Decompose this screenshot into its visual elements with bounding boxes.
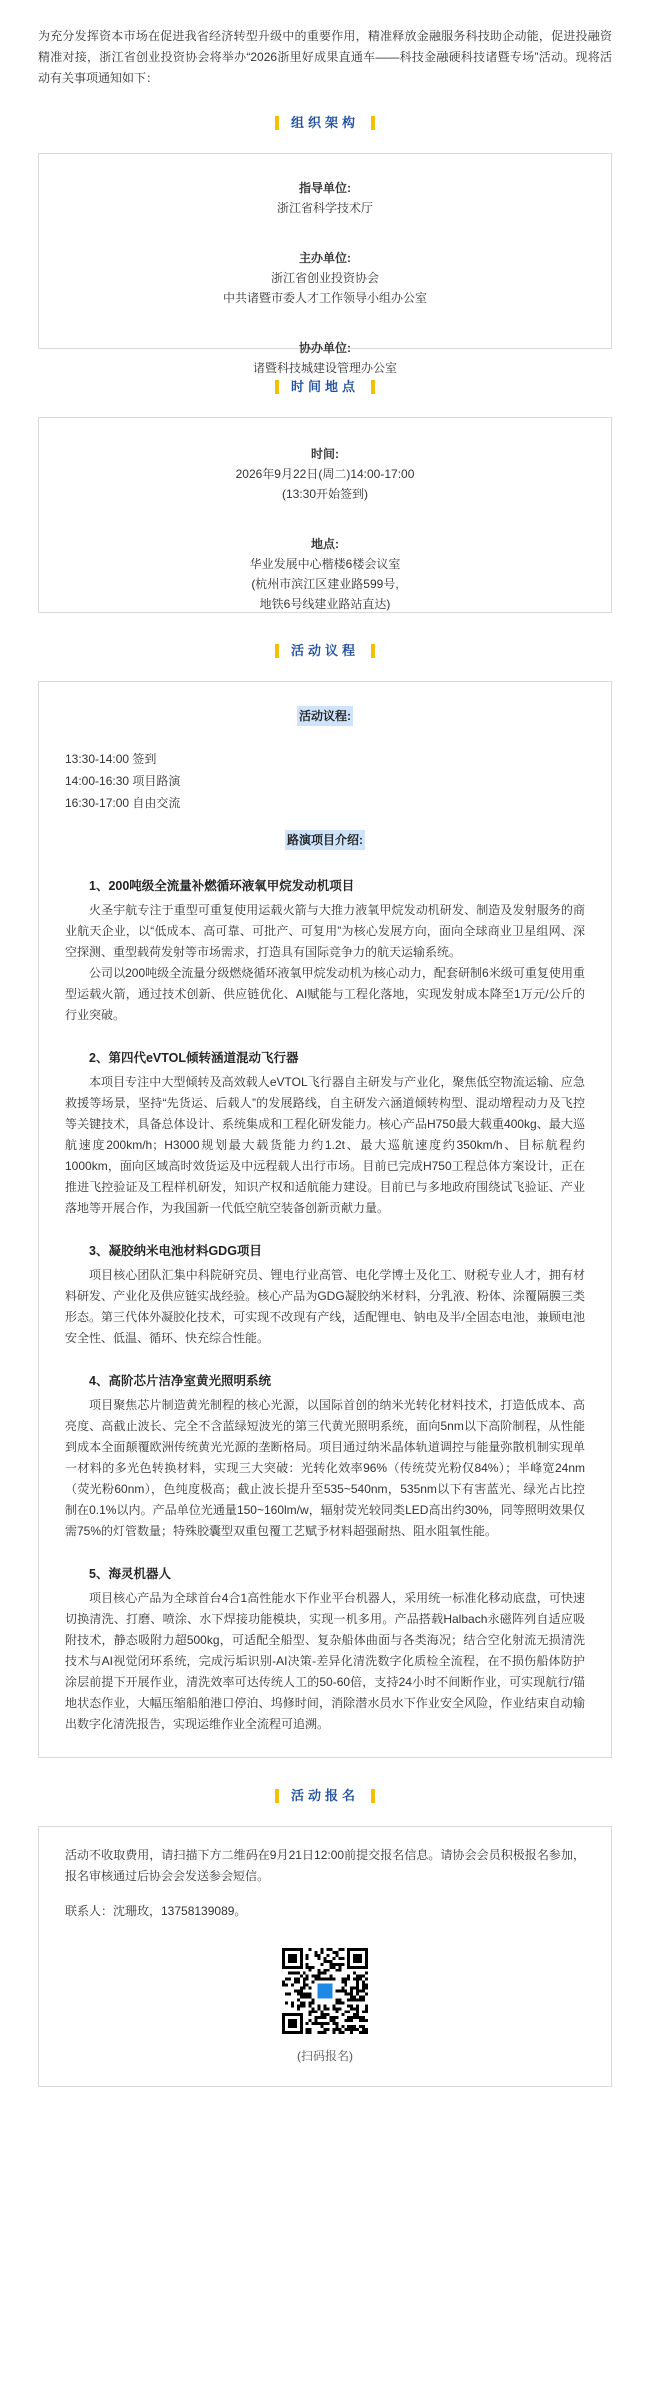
signup-title-text: 活动报名 [290, 1788, 359, 1803]
project-item [65, 1241, 585, 1349]
project-paragraph: 本项目专注中大型倾转及高效载人eVTOL飞行器自主研发与产业化，聚焦低空物流运输、应急救援等场景，坚持“先货运、后载人”的发展路线，自主研发六涵道倾转构型、混动增程动力及飞控等关键技术，具备总体设计、系统集成和工程化研发能力。核心产品H750最大载重400kg、最大巡航速度200km/h；H3000规划最大载货能力约1.2t、最大巡航速度约350km/h、目标航程约1000km，面向区域高时效货运及中远程载人出行市场。目前已完成H750工程总体方案设计，正在推进飞控验证及工程样机研发，知识产权和适航能力建设。目前已与多地政府围绕试飞验证、产业落地等开展合作，为我国新一代低空航空装备创新贡献力量。 [65, 1075, 585, 1215]
project-title: 4、高阶芯片洁净室黄光照明系统 [89, 1374, 271, 1388]
time-note: (13:30开始签到) [281, 487, 369, 501]
title-bar-left-icon [275, 644, 279, 658]
host-label: 主办单位: [299, 251, 351, 265]
title-bar-right-icon [371, 116, 375, 130]
signup-box [38, 1826, 612, 2087]
title-bar-right-icon [371, 644, 375, 658]
qr-block [65, 1948, 585, 2066]
qr-code-icon[interactable] [282, 1948, 368, 2034]
co-value: 诸暨科技城建设管理办公室 [252, 361, 397, 375]
title-bar-right-icon [371, 1789, 375, 1803]
co-label: 协办单位: [299, 341, 351, 355]
org-section-title [275, 113, 375, 133]
title-bar-right-icon [371, 380, 375, 394]
host-value-2: 中共诸暨市委人才工作领导小组办公室 [222, 291, 427, 305]
org-section-header [38, 113, 612, 137]
schedule-title: 活动议程: [297, 706, 353, 726]
schedule-item: 14:00-16:30 项目路演 [65, 774, 181, 788]
project-item [65, 1564, 585, 1735]
guide-value: 浙江省科学技术厅 [276, 201, 373, 215]
project-paragraph: 公司以200吨级全流量分级燃烧循环液氧甲烷发动机为核心动力，配套研制6米级可重复使用重型运载火箭，通过技术创新、供应链优化、AI赋能与工程化落地，实现发射成本降至1万元/公斤的行业突破。 [65, 966, 585, 1022]
projects-title: 路演项目介绍: [285, 830, 365, 850]
project-paragraph: 火圣宇航专注于重型可重复使用运载火箭与大推力液氧甲烷发动机研发、制造及发射服务的商业航天企业，以“低成本、高可靠、可批产、可复用”为核心发展方向，面向全球商业卫星组网、深空探测、重型载荷发射等市场需求，打造具有国际竞争力的航天运输系统。 [65, 903, 585, 959]
title-bar-left-icon [275, 1789, 279, 1803]
agenda-box [38, 681, 612, 1758]
signup-text: 活动不收取费用，请扫描下方二维码在9月21日12:00前提交报名信息。请协会会员积极报名参加，报名审核通过后协会会发送参会短信。 [65, 1848, 585, 1883]
time-section-title [275, 377, 375, 397]
org-title-text: 组织架构 [290, 115, 359, 130]
org-box [38, 153, 612, 375]
signup-section-title [275, 1786, 375, 1806]
agenda-section-title [275, 641, 375, 661]
project-item [65, 1048, 585, 1219]
time-label: 时间: [311, 447, 339, 461]
place-value: 华业发展中心楷楼6楼会议室 [249, 557, 401, 571]
project-paragraph: 项目核心产品为全球首台4合1高性能水下作业平台机器人，采用统一标准化移动底盘，可快速切换清洗、打磨、喷涂、水下焊接功能模块，实现一机多用。产品搭载Halbach永磁阵列自适应吸附技术，静态吸附力超500kg，可适配全船型、复杂船体曲面与各类海况；结合空化射流无损清洗技术与AI视觉闭环系统，完成污垢识别-AI决策-差异化清洗数字化质检全流程，在不损伤船体防护涂层前提下开展作业，清洗效率可达传统人工的50-60倍，支持24小时不间断作业，可实现航行/锚地状态作业，大幅压缩船舶港口停泊、坞修时间，消除潜水员水下作业安全风险，作业结束自动输出数字化清洗报告，实现运维作业全流程可追溯。 [65, 1591, 585, 1731]
host-value-1: 浙江省创业投资协会 [270, 271, 379, 285]
contact-text: 联系人：沈珊玫，13758139089。 [65, 1904, 247, 1918]
place-label: 地点: [311, 537, 339, 551]
title-bar-left-icon [275, 380, 279, 394]
place-metro: 地铁6号线建业路站直达) [259, 597, 391, 611]
title-bar-left-icon [275, 116, 279, 130]
project-title: 1、200吨级全流量补燃循环液氧甲烷发动机项目 [89, 879, 355, 893]
project-paragraph: 项目核心团队汇集中科院研究员、锂电行业高管、电化学博士及化工、财税专业人才，拥有材料研发、产业化及供应链实战经验。核心产品为GDG凝胶纳米材料，分乳液、粉体、涂覆隔膜三类形态。第三代体外凝胶化技术，可实现不改现有产线，适配锂电、钠电及半/全固态电池，兼顾电池安全性、低温、循环、快充综合性能。 [65, 1268, 585, 1345]
project-title: 5、海灵机器人 [89, 1567, 171, 1581]
project-paragraph: 项目聚焦芯片制造黄光制程的核心光源，以国际首创的纳米光转化材料技术，打造低成本、高亮度、高截止波长、完全不含蓝绿短波光的第三代黄光照明系统，面向5nm以下高阶制程，从性能到成本全面颠覆欧洲传统黄光光源的垄断格局。项目通过纳米晶体轨道调控与能量弥散机制实现单一材料的多光色转换材料，实现三大突破：光转化效率96%（传统荧光粉仅84%）；半峰宽24nm（荧光粉60nm），色纯度极高；截止波长提升至535~540nm，535nm以下有害蓝光、绿光占比控制在0.1%以内。产品单位光通量150~160lm/w，辐射荧光较同类LED高出约30%，同等照明效果仅需75%的灯管数量；特殊胶囊型双重包覆工艺赋予材料超强耐热、阻水阻氧性能。 [65, 1398, 585, 1538]
guide-label: 指导单位: [299, 181, 351, 195]
project-item [65, 876, 585, 1026]
agenda-section-header [38, 641, 612, 665]
time-box [38, 417, 612, 613]
project-title: 3、凝胶纳米电池材料GDG项目 [89, 1244, 262, 1258]
intro-paragraph: 为充分发挥资本市场在促进我省经济转型升级中的重要作用，精准释放金融服务科技助企动能，促进投融资精准对接，浙江省创业投资协会将举办“2026浙里好成果直通车——科技金融硬科技诸暨专场”活动。现将活动有关事项通知如下： [38, 29, 612, 85]
schedule-item: 16:30-17:00 自由交流 [65, 796, 181, 810]
project-item [65, 1371, 585, 1542]
time-section-header [38, 377, 612, 401]
qr-caption: (扫码报名) [297, 2049, 353, 2063]
signup-section-header [38, 1786, 612, 1810]
time-title-text: 时间地点 [290, 379, 359, 394]
place-addr: (杭州市滨江区建业路599号, [251, 577, 399, 591]
schedule-list [65, 748, 585, 814]
agenda-title-text: 活动议程 [290, 643, 359, 658]
project-title: 2、第四代eVTOL倾转涵道混动飞行器 [89, 1051, 299, 1065]
time-value: 2026年9月22日(周二)14:00-17:00 [235, 467, 415, 481]
schedule-item: 13:30-14:00 签到 [65, 752, 157, 766]
